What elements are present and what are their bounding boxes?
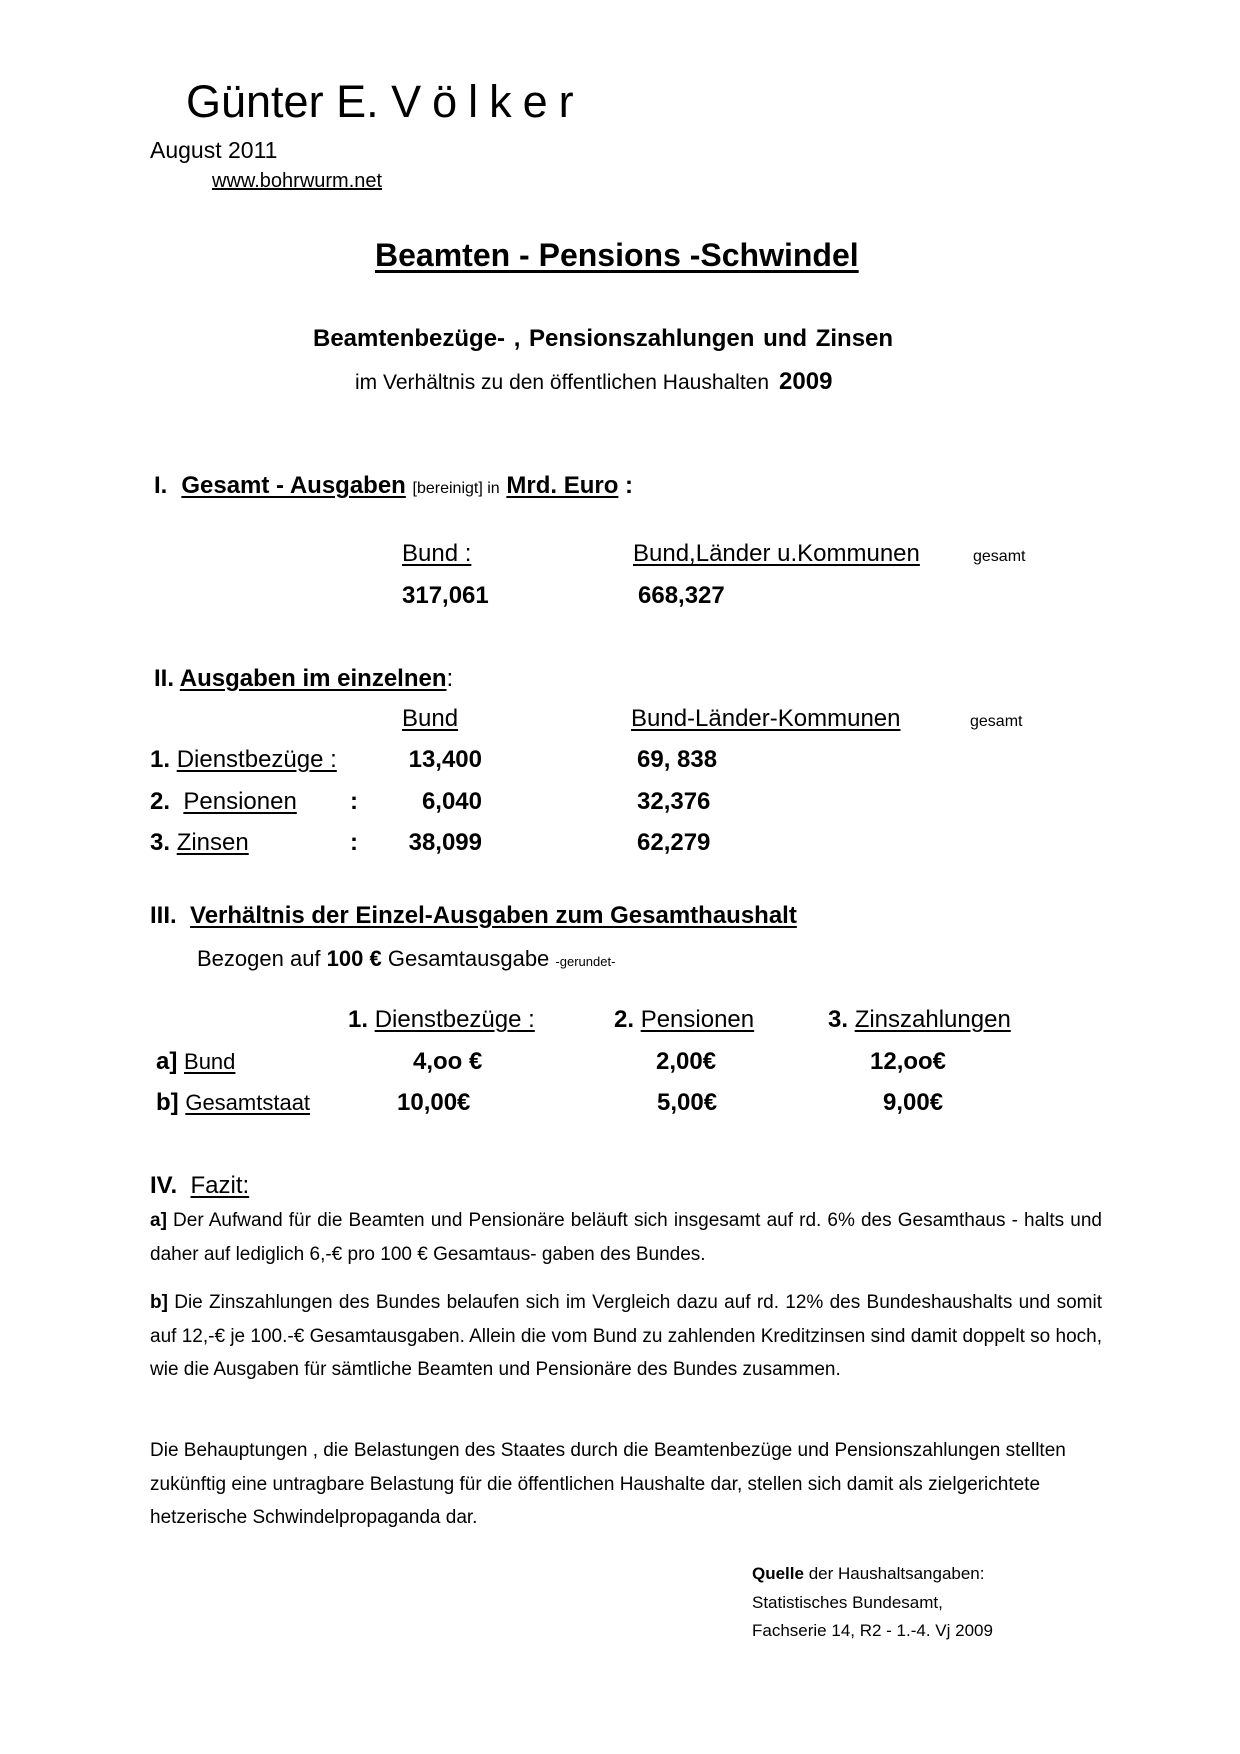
section-3-heading [150, 902, 797, 930]
section-3-title: Verhältnis der Einzel-Ausgaben zum Gesamthaushalt [190, 902, 797, 929]
section-2-colon: : [446, 665, 454, 692]
section-1-value-total: 668,327 [638, 582, 725, 609]
author-name [186, 76, 585, 128]
author-last: Völker [391, 76, 585, 127]
table-row-label: 3. Zinsen [150, 829, 249, 856]
section-1-gesamt-label: gesamt [973, 548, 1026, 565]
table-cell-bund: 38,099 [408, 829, 482, 856]
section-3-col-2: 2. Pensionen [614, 1006, 755, 1033]
table-row-colon: : [350, 788, 358, 815]
author-first: Günter E. [186, 76, 379, 127]
section-2-numeral: II. [154, 665, 175, 692]
source-note: Quelle der Haushaltsangaben: Statistisches Bundesamt, Fachserie 14, R2 - 1.-4. Vj 2009 [752, 1564, 993, 1640]
section-3-cell: 12,oo€ [870, 1048, 947, 1075]
section-3-cell: 5,00€ [657, 1089, 718, 1116]
section-1-unit: Mrd. Euro [506, 472, 619, 499]
section-3-col-3: 3. Zinszahlungen [828, 1006, 1011, 1033]
table-cell-total: 62,279 [637, 829, 711, 856]
website-link[interactable]: www.bohrwurm.net [212, 170, 383, 192]
section-1-col-total: Bund,Länder u.Kommunen [633, 540, 920, 567]
section-4-numeral: IV. [150, 1172, 178, 1199]
section-1-heading [154, 472, 633, 500]
table-row-label: 2. Pensionen [150, 788, 297, 815]
section-2-col-bund: Bund [402, 705, 459, 732]
section-3-cell: 4,oo € [413, 1048, 483, 1075]
section-1-col-bund: Bund : [402, 540, 472, 567]
section-3-subheading: Bezogen auf 100 € Gesamtausgabe -gerundet- [197, 946, 616, 971]
table-cell-bund: 6,040 [421, 788, 482, 815]
conclusion-paragraph-a: a] Der Aufwand für die Beamten und Pensionäre beläuft sich insgesamt auf rd. 6% des Gesamthaus - halts und daher auf lediglich 6,-€ pro 100 € Gesamtaus- gaben des Bundes. [150, 1210, 1102, 1265]
table-row-label: 1. Dienstbezüge : [150, 746, 337, 773]
section-3-cell: 2,00€ [656, 1048, 717, 1075]
section-2-gesamt-label: gesamt [970, 713, 1023, 730]
document-title: Beamten - Pensions -Schwindel [375, 237, 859, 273]
section-2-title: Ausgaben im einzelnen [179, 665, 447, 692]
section-4-title: Fazit: [190, 1172, 250, 1199]
section-2-col-total: Bund-Länder-Kommunen [631, 705, 901, 732]
section-3-row-label: b] Gesamtstaat [156, 1089, 311, 1116]
table-cell-bund: 13,400 [408, 746, 482, 773]
document-subtitle-context [355, 368, 832, 396]
conclusion-paragraph-c: Die Behauptungen , die Belastungen des Staates durch die Beamtenbezüge und Pensionszahlungen stellten zukünftig eine untragbare Belastung für die öffentlichen Haushalte dar, stellen sich damit als zielgerichtete hetzerische Schwindelpropaganda dar. [150, 1440, 1066, 1528]
section-1-title: Gesamt - Ausgaben [181, 472, 406, 499]
subtitle-context-text: im Verhältnis zu den öffentlichen Haushalten [355, 371, 770, 394]
section-3-cell: 10,00€ [397, 1089, 471, 1116]
document-subtitle: Beamtenbezüge- , Pensionszahlungen und Zinsen [313, 325, 894, 352]
subtitle-year: 2009 [779, 368, 833, 395]
document-date: August 2011 [150, 137, 278, 163]
section-1-qualifier: [bereinigt] in [412, 480, 500, 497]
table-cell-total: 69, 838 [637, 746, 718, 773]
section-1-value-bund: 317,061 [402, 582, 489, 609]
section-4-heading [150, 1172, 249, 1200]
table-row-colon: : [350, 829, 358, 856]
section-1-numeral: I. [154, 472, 168, 499]
section-3-col-1: 1. Dienstbezüge : [348, 1006, 535, 1033]
section-3-numeral: III. [150, 902, 177, 929]
conclusion-paragraph-b: b] Die Zinszahlungen des Bundes belaufen sich im Vergleich dazu auf rd. 12% des Bundeshaushalts und somit auf 12,-€ je 100.-€ Gesamtausgaben. Allein die vom Bund zu zahlenden Kreditzinsen sind damit doppelt so hoch, wie die Ausgaben für sämtliche Beamten und Pensionäre des Bundes zusammen. [150, 1292, 1102, 1380]
section-2-heading [154, 665, 453, 693]
section-3-cell: 9,00€ [883, 1089, 944, 1116]
section-1-colon: : [625, 472, 634, 499]
section-3-row-label: a] Bund [156, 1048, 236, 1075]
table-cell-total: 32,376 [637, 788, 711, 815]
